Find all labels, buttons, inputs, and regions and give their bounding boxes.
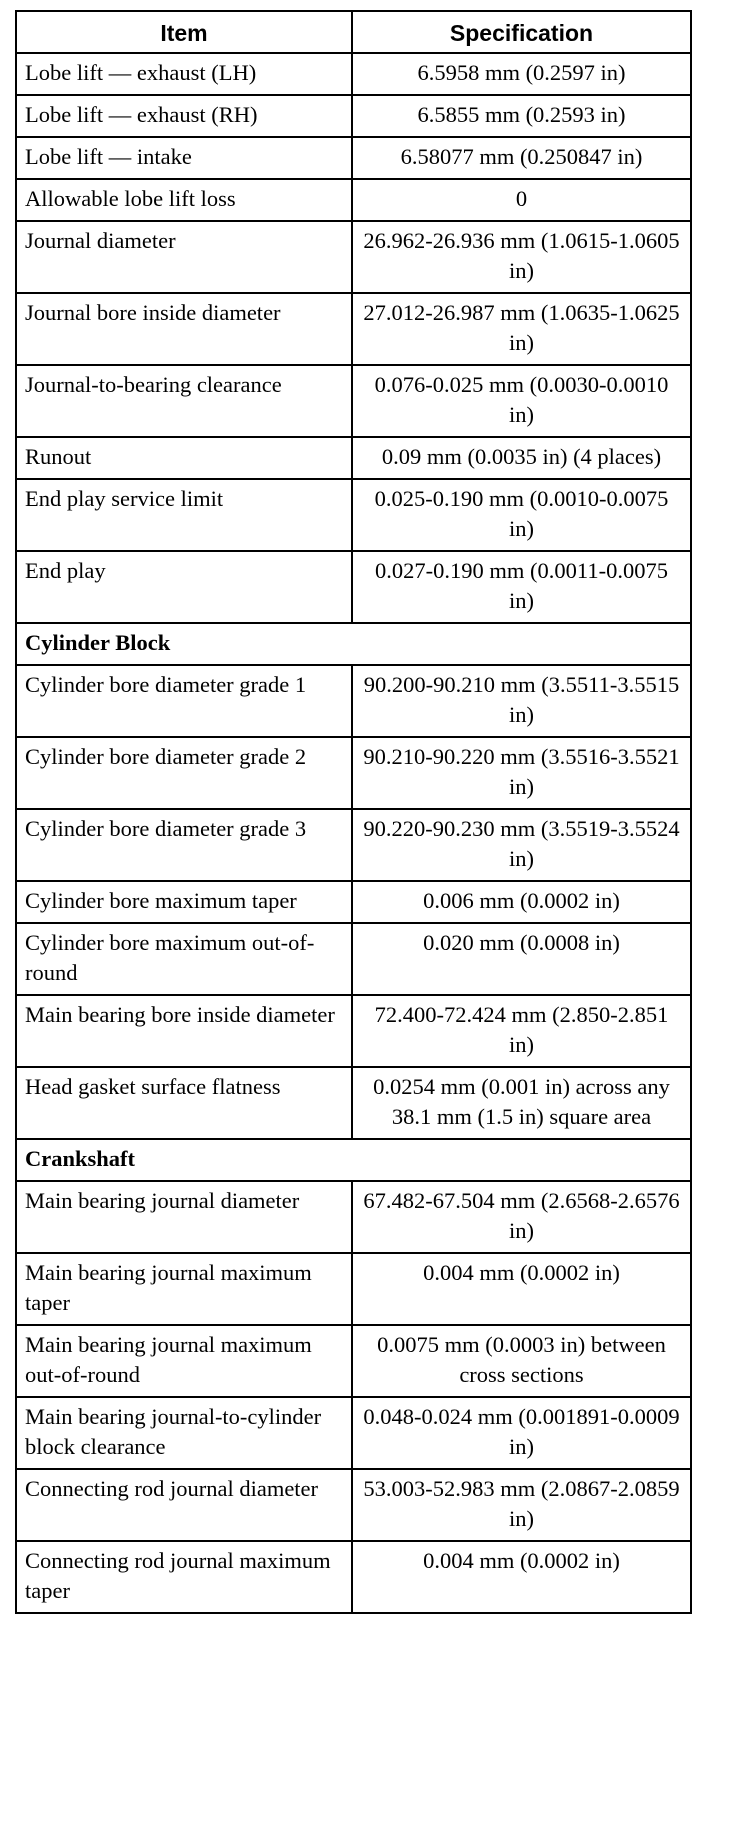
section-heading: Crankshaft bbox=[16, 1139, 691, 1181]
section-header-row bbox=[16, 1139, 691, 1181]
specification-cell: 0.004 mm (0.0002 in) bbox=[352, 1541, 691, 1613]
specification-cell: 27.012-26.987 mm (1.0635-1.0625 in) bbox=[352, 293, 691, 365]
table-row bbox=[16, 1067, 691, 1139]
specification-cell: 0.09 mm (0.0035 in) (4 places) bbox=[352, 437, 691, 479]
item-cell: Journal diameter bbox=[16, 221, 352, 293]
specification-cell: 0.0075 mm (0.0003 in) between cross sections bbox=[352, 1325, 691, 1397]
item-cell: Main bearing journal maximum out-of-round bbox=[16, 1325, 352, 1397]
item-cell: Lobe lift — exhaust (RH) bbox=[16, 95, 352, 137]
table-row bbox=[16, 293, 691, 365]
table-row bbox=[16, 437, 691, 479]
specification-cell: 6.58077 mm (0.250847 in) bbox=[352, 137, 691, 179]
table-row bbox=[16, 995, 691, 1067]
specification-cell: 90.210-90.220 mm (3.5516-3.5521 in) bbox=[352, 737, 691, 809]
item-cell: Lobe lift — exhaust (LH) bbox=[16, 53, 352, 95]
table-row bbox=[16, 1181, 691, 1253]
item-cell: Cylinder bore diameter grade 2 bbox=[16, 737, 352, 809]
table-row bbox=[16, 221, 691, 293]
table-row bbox=[16, 1397, 691, 1469]
specification-cell: 0.027-0.190 mm (0.0011-0.0075 in) bbox=[352, 551, 691, 623]
specification-cell: 67.482-67.504 mm (2.6568-2.6576 in) bbox=[352, 1181, 691, 1253]
table-row bbox=[16, 179, 691, 221]
table-row bbox=[16, 665, 691, 737]
specification-cell: 0.020 mm (0.0008 in) bbox=[352, 923, 691, 995]
specification-cell: 90.220-90.230 mm (3.5519-3.5524 in) bbox=[352, 809, 691, 881]
specification-cell: 0.048-0.024 mm (0.001891-0.0009 in) bbox=[352, 1397, 691, 1469]
item-cell: Main bearing journal diameter bbox=[16, 1181, 352, 1253]
item-cell: Main bearing journal-to-cylinder block clearance bbox=[16, 1397, 352, 1469]
item-cell: Main bearing journal maximum taper bbox=[16, 1253, 352, 1325]
item-cell: Cylinder bore diameter grade 1 bbox=[16, 665, 352, 737]
item-cell: Main bearing bore inside diameter bbox=[16, 995, 352, 1067]
item-cell: Cylinder bore maximum out-of-round bbox=[16, 923, 352, 995]
table-row bbox=[16, 881, 691, 923]
specification-cell: 90.200-90.210 mm (3.5511-3.5515 in) bbox=[352, 665, 691, 737]
column-header-specification: Specification bbox=[352, 11, 691, 53]
table-row bbox=[16, 95, 691, 137]
column-header-item: Item bbox=[16, 11, 352, 53]
item-cell: Connecting rod journal maximum taper bbox=[16, 1541, 352, 1613]
section-heading: Cylinder Block bbox=[16, 623, 691, 665]
table-row bbox=[16, 1325, 691, 1397]
specification-cell: 72.400-72.424 mm (2.850-2.851 in) bbox=[352, 995, 691, 1067]
table-header-row bbox=[16, 11, 691, 53]
table-row bbox=[16, 365, 691, 437]
specification-cell: 0.076-0.025 mm (0.0030-0.0010 in) bbox=[352, 365, 691, 437]
specification-cell: 6.5958 mm (0.2597 in) bbox=[352, 53, 691, 95]
table-row bbox=[16, 137, 691, 179]
section-header-row bbox=[16, 623, 691, 665]
table-row bbox=[16, 53, 691, 95]
table-row bbox=[16, 479, 691, 551]
item-cell: Allowable lobe lift loss bbox=[16, 179, 352, 221]
table-row bbox=[16, 809, 691, 881]
specification-cell: 0.006 mm (0.0002 in) bbox=[352, 881, 691, 923]
specification-cell: 0.025-0.190 mm (0.0010-0.0075 in) bbox=[352, 479, 691, 551]
table-row bbox=[16, 1253, 691, 1325]
spec-table-container bbox=[15, 10, 690, 1614]
table-row bbox=[16, 551, 691, 623]
item-cell: End play bbox=[16, 551, 352, 623]
item-cell: Lobe lift — intake bbox=[16, 137, 352, 179]
table-body bbox=[16, 53, 691, 1613]
specification-cell: 6.5855 mm (0.2593 in) bbox=[352, 95, 691, 137]
table-row bbox=[16, 1541, 691, 1613]
item-cell: Runout bbox=[16, 437, 352, 479]
item-cell: Cylinder bore maximum taper bbox=[16, 881, 352, 923]
item-cell: Head gasket surface flatness bbox=[16, 1067, 352, 1139]
specification-cell: 0.0254 mm (0.001 in) across any 38.1 mm (1.5 in) square area bbox=[352, 1067, 691, 1139]
item-cell: End play service limit bbox=[16, 479, 352, 551]
table-row bbox=[16, 923, 691, 995]
table-row bbox=[16, 1469, 691, 1541]
item-cell: Journal bore inside diameter bbox=[16, 293, 352, 365]
item-cell: Cylinder bore diameter grade 3 bbox=[16, 809, 352, 881]
specification-cell: 26.962-26.936 mm (1.0615-1.0605 in) bbox=[352, 221, 691, 293]
specification-table bbox=[15, 10, 692, 1614]
item-cell: Connecting rod journal diameter bbox=[16, 1469, 352, 1541]
specification-cell: 0.004 mm (0.0002 in) bbox=[352, 1253, 691, 1325]
table-row bbox=[16, 737, 691, 809]
specification-cell: 53.003-52.983 mm (2.0867-2.0859 in) bbox=[352, 1469, 691, 1541]
item-cell: Journal-to-bearing clearance bbox=[16, 365, 352, 437]
specification-cell: 0 bbox=[352, 179, 691, 221]
